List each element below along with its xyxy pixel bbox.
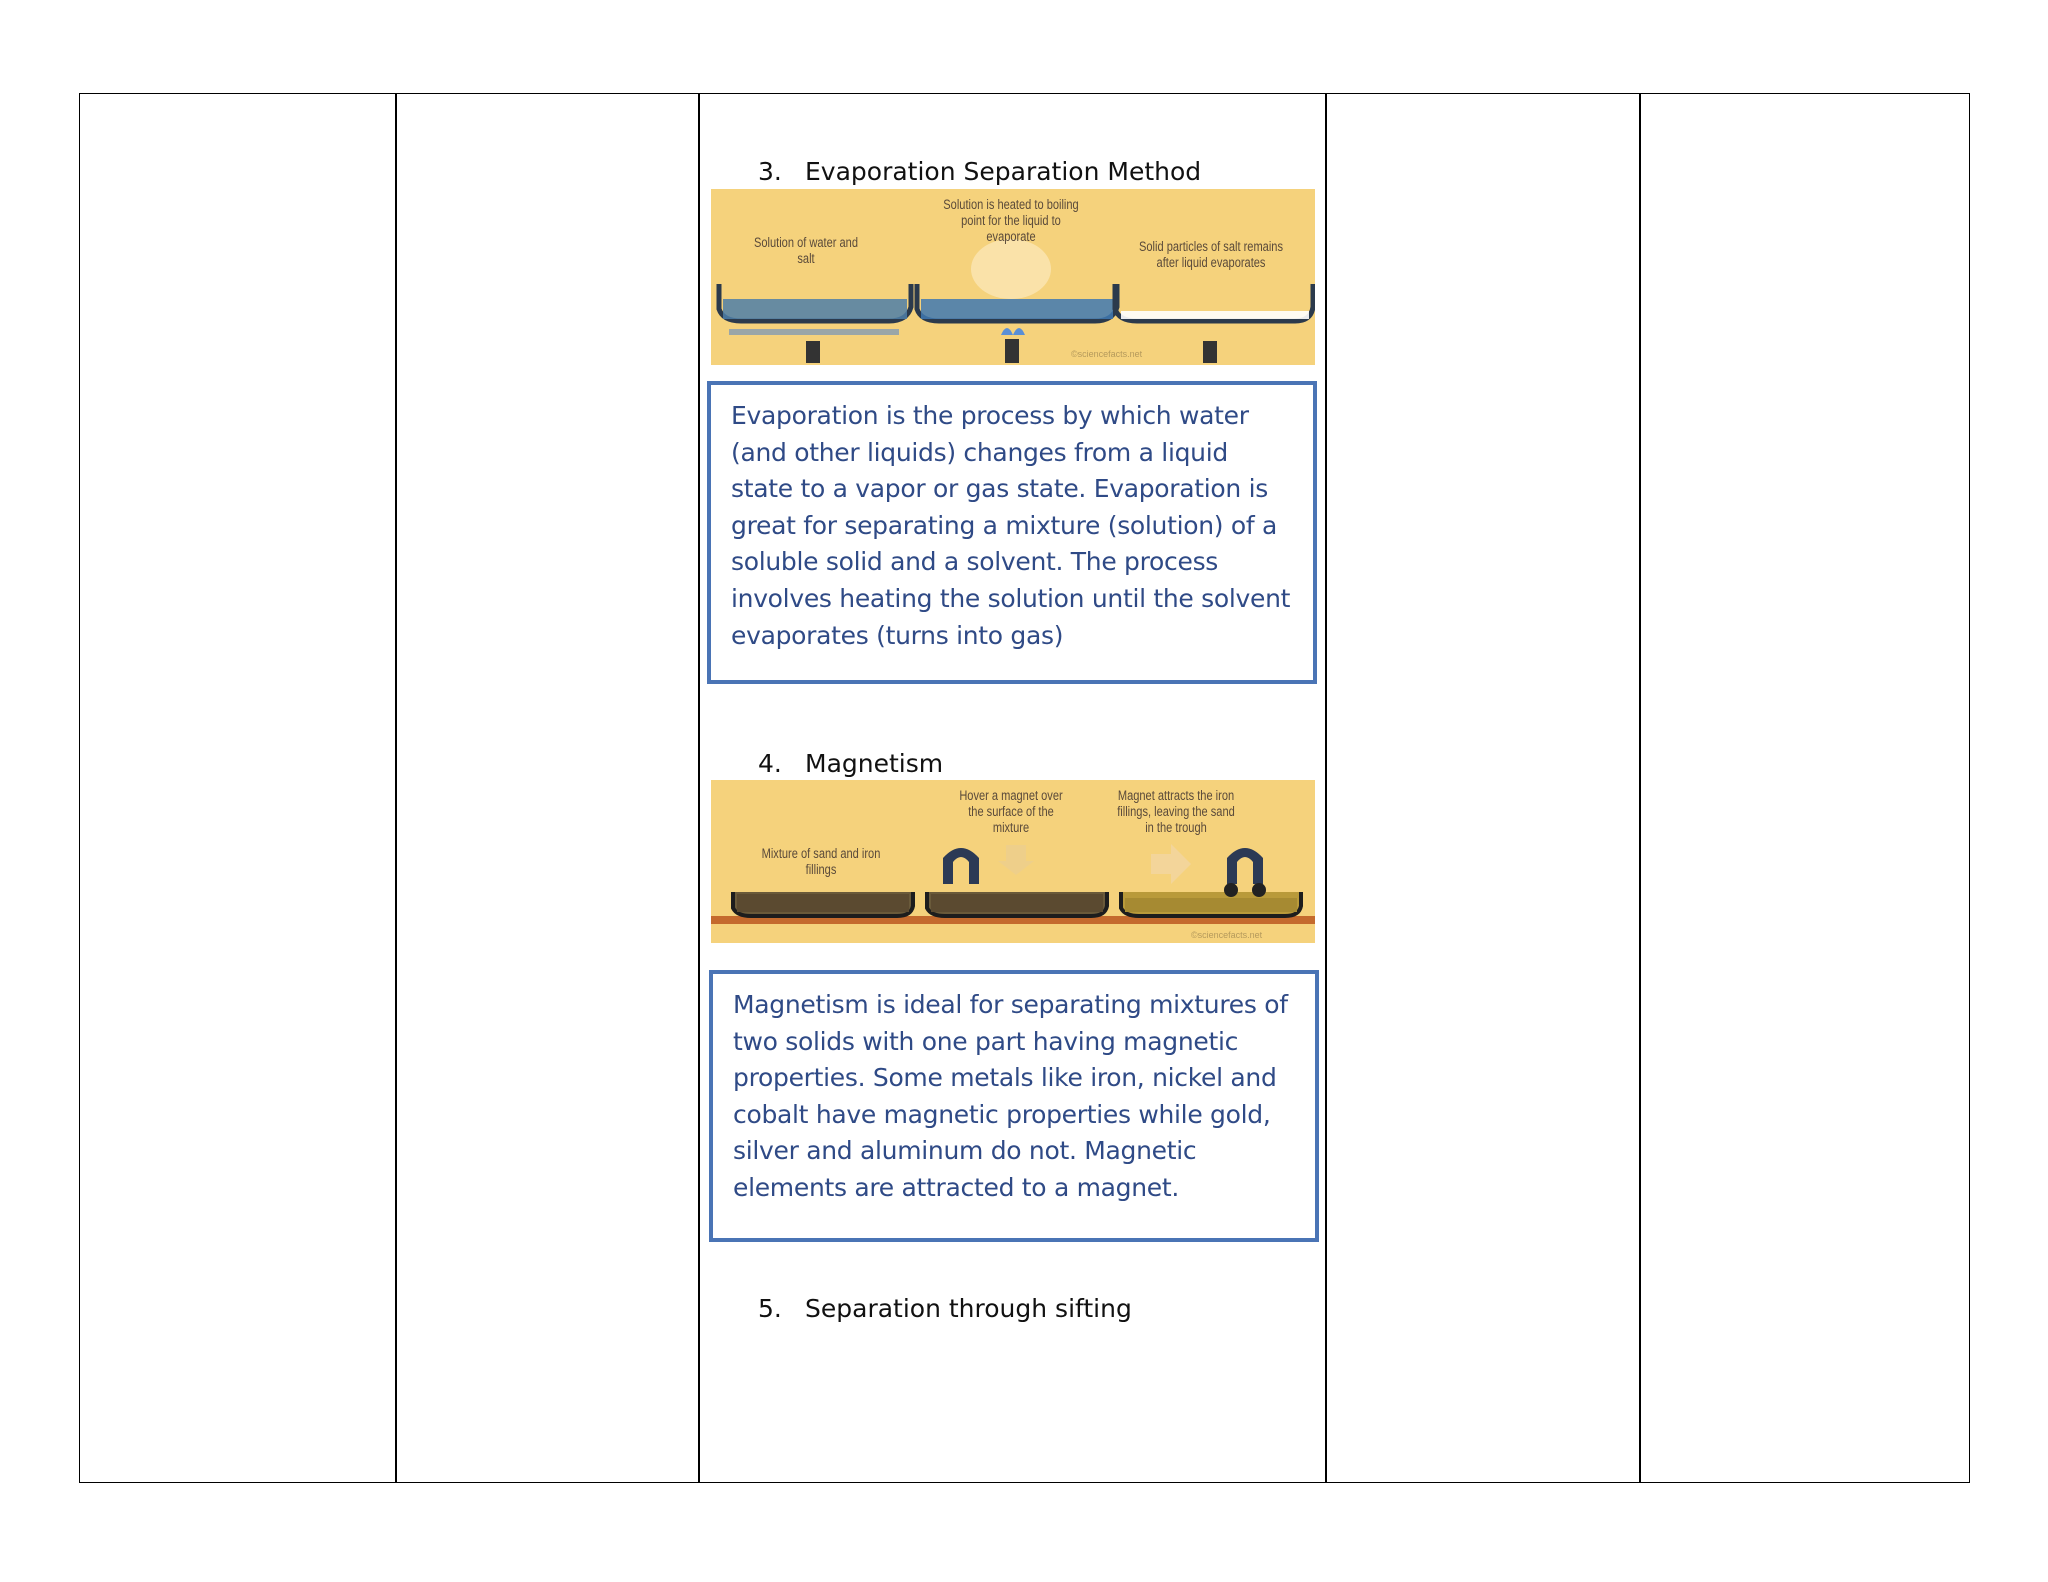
evaporation-description-box bbox=[707, 381, 1317, 684]
figure-caption: Hover a magnet over the surface of the mixture bbox=[959, 788, 1063, 835]
section-title: Magnetism bbox=[805, 749, 944, 778]
figure-caption: Magnet attracts the iron fillings, leaving the sand in the trough bbox=[1117, 788, 1235, 835]
figure-credit: ©sciencefacts.net bbox=[1071, 349, 1143, 359]
section-title: Separation through sifting bbox=[805, 1294, 1132, 1323]
figure-caption: Solution is heated to boiling point for the liquid to evaporate bbox=[943, 197, 1079, 244]
column-divider bbox=[395, 94, 397, 1482]
column-divider bbox=[1639, 94, 1641, 1482]
column-divider bbox=[1325, 94, 1327, 1482]
section-heading-sifting bbox=[758, 1294, 1132, 1323]
figure-credit: ©sciencefacts.net bbox=[1191, 930, 1263, 940]
evaporation-description: Evaporation is the process by which water (and other liquids) changes from a liquid state to a vapor or gas state. Evaporation is great for separating a mixture (solution) of a soluble solid and a solvent. The process involves heating the solution until the solvent evaporates (turns into gas) bbox=[731, 401, 1291, 650]
section-number: 4. bbox=[758, 749, 782, 778]
evaporation-diagram bbox=[711, 189, 1315, 365]
section-number: 5. bbox=[758, 1294, 782, 1323]
magnetism-description: Magnetism is ideal for separating mixtures of two solids with one part having magnetic properties. Some metals like iron, nickel and cobalt have magnetic properties while gold, silver and aluminum do not. Magnetic elements are attracted to a magnet. bbox=[733, 990, 1288, 1202]
figure-caption: Solid particles of salt remains after liquid evaporates bbox=[1139, 239, 1283, 270]
section-title: Evaporation Separation Method bbox=[805, 157, 1202, 186]
column-divider bbox=[698, 94, 700, 1482]
figure-caption: Solution of water and salt bbox=[753, 235, 859, 266]
section-heading-evaporation bbox=[758, 157, 1201, 186]
section-heading-magnetism bbox=[758, 749, 943, 778]
section-number: 3. bbox=[758, 157, 782, 186]
magnetism-description-box bbox=[709, 970, 1319, 1242]
magnetism-diagram bbox=[711, 780, 1315, 943]
figure-caption: Mixture of sand and iron fillings bbox=[761, 846, 881, 877]
